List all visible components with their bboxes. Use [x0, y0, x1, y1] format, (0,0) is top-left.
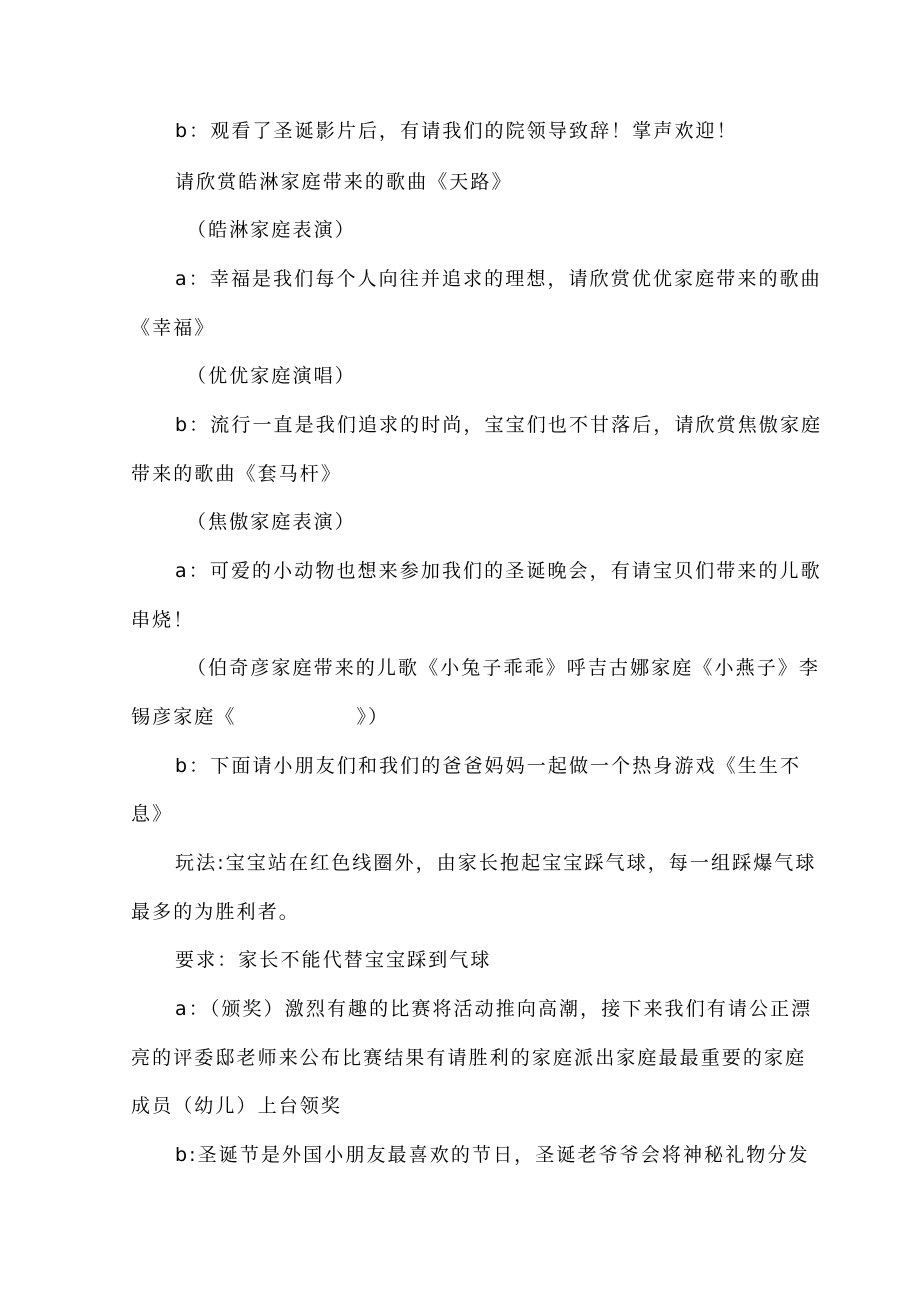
paragraph-game-line-2: 息》 [131, 803, 174, 825]
paragraph-animals-line-1: a：可爱的小动物也想来参加我们的圣诞晚会，有请宝贝们带来的儿歌 [175, 560, 822, 582]
paragraph-nursery-rhymes-line-2 [131, 705, 389, 729]
paragraph-awards-line-3: 成员（幼儿）上台领奖 [131, 1095, 343, 1117]
paragraph-christmas-gifts: b:圣诞节是外国小朋友最喜欢的节日，圣诞老爷爷会将神秘礼物分发 [175, 1144, 810, 1166]
paragraph-awards-line-1: a：（颁奖）激烈有趣的比赛将活动推向高潮，接下来我们有请公正漂 [175, 998, 813, 1020]
paragraph-nursery-rhymes-line-1: （伯奇彦家庭带来的儿歌《小兔子乖乖》呼吉古娜家庭《小燕子》李 [187, 657, 821, 679]
paragraph-animals-line-2: 串烧！ [131, 609, 195, 631]
paragraph-fashion-line-1: b：流行一直是我们追求的时尚，宝宝们也不甘落后，请欣赏焦傲家庭 [175, 414, 823, 436]
paragraph-happiness-line-2: 《幸福》 [131, 317, 216, 339]
paragraph-happiness-line-1: a：幸福是我们每个人向往并追求的理想，请欣赏优优家庭带来的歌曲 [175, 268, 822, 290]
paragraph-rules-line-2: 最多的为胜利者。 [131, 901, 300, 923]
paragraph-youyou-singing: （优优家庭演唱） [187, 365, 356, 387]
paragraph-requirement: 要求：家长不能代替宝宝踩到气球 [175, 949, 492, 971]
paragraph-jiaoao-performance: （焦傲家庭表演） [187, 511, 356, 533]
nursery-rhymes-line-2-start: 锡彦家庭《 [131, 706, 237, 728]
paragraph-fashion-line-2: 带来的歌曲《套马杆》 [131, 463, 343, 485]
paragraph-game-line-1: b：下面请小朋友们和我们的爸爸妈妈一起做一个热身游戏《生生不 [175, 755, 802, 777]
paragraph-awards-line-2: 亮的评委邸老师来公布比赛结果有请胜利的家庭派出家庭最最重要的家庭 [131, 1047, 807, 1069]
paragraph-welcome-leader: b：观看了圣诞影片后，有请我们的院领导致辞！掌声欢迎！ [175, 120, 738, 142]
nursery-rhymes-line-2-end: 》） [356, 706, 390, 728]
paragraph-rules-line-1: 玩法:宝宝站在红色线圈外，由家长抱起宝宝踩气球，每一组踩爆气球 [175, 852, 817, 874]
paragraph-song-tianlu: 请欣赏皓淋家庭带来的歌曲《天路》 [175, 171, 513, 193]
paragraph-haolin-performance: （皓淋家庭表演） [187, 219, 356, 241]
